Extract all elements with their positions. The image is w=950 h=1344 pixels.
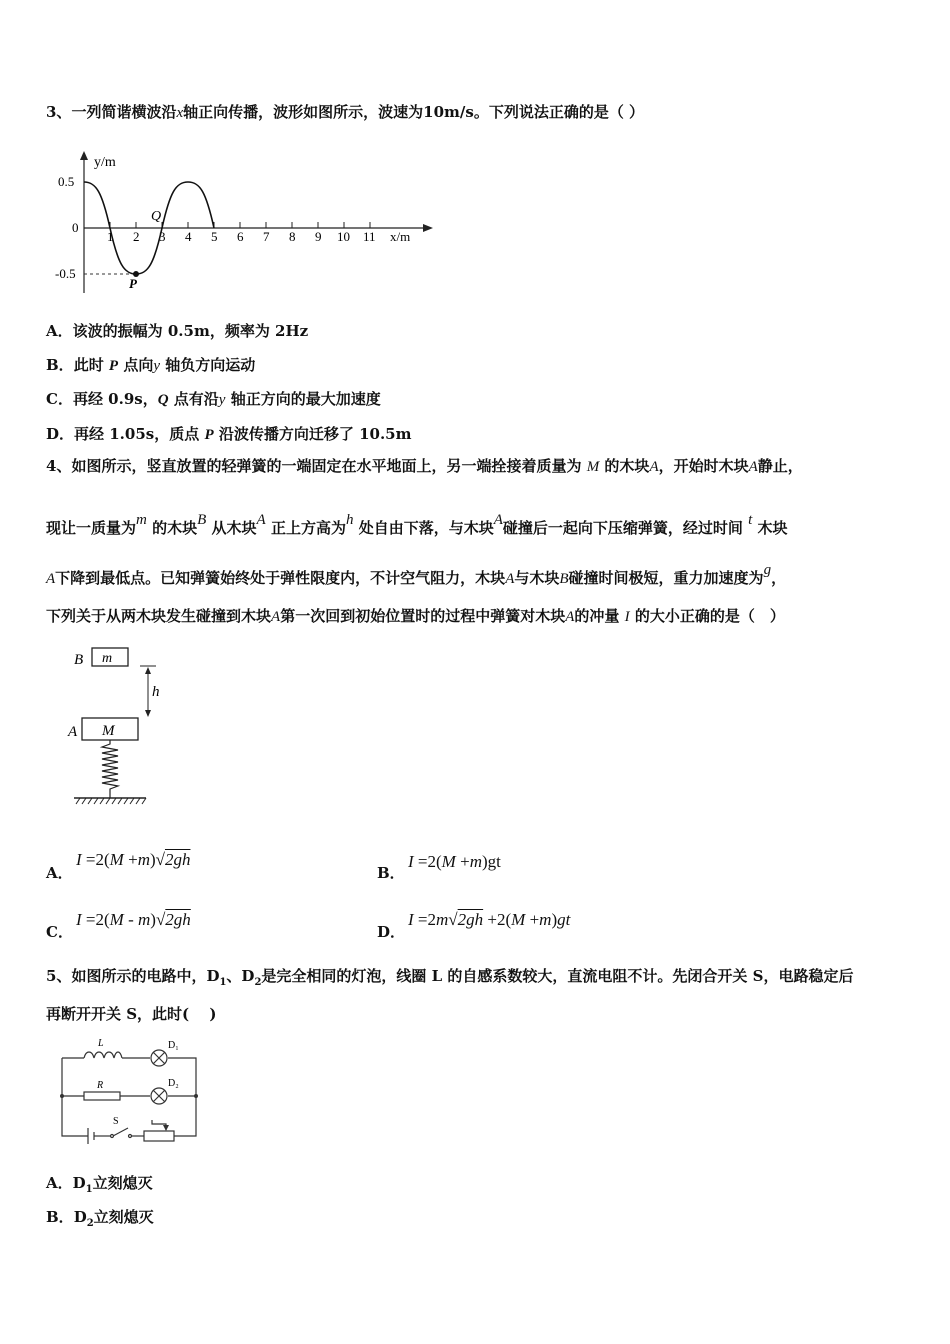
inductor [84, 1052, 122, 1058]
label-d1: D₁ [168, 1040, 179, 1051]
q4-option-c-formula: I =2(M - m)√2gh [76, 910, 191, 929]
wave-graph [50, 148, 440, 298]
rheostat [144, 1131, 174, 1141]
q5-number: 5、 [46, 967, 72, 985]
q5-stem-line1: 5、如图所示的电路中，$D_1$、$D_2$是完全相同的灯泡，线圈 L 的自感系数较大，直流电阻不计。先闭合开关 S，电路稳定后 [46, 967, 854, 988]
label-a: A [68, 724, 78, 740]
q5-option-a[interactable]: A．$D_1$立刻熄灭 [46, 1174, 153, 1195]
label-h: h [152, 684, 160, 700]
x-axis-label: x/m [390, 229, 411, 244]
q4-option-c-letter[interactable]: C． [46, 923, 73, 941]
x-tick-label: 4 [185, 229, 192, 244]
label-b: B [74, 652, 84, 668]
switch [113, 1128, 128, 1136]
y-tick-0: 0 [72, 220, 79, 235]
q4-stem-line1: 4、如图所示，竖直放置的轻弹簧的一端固定在水平地面上，另一端拴接着质量为 M 的木块A，开始时木块A静止， [46, 457, 803, 475]
q4-option-d-letter[interactable]: D． [377, 923, 406, 941]
x-tick-label: 11 [363, 229, 376, 244]
resistor [84, 1092, 120, 1100]
label-m: m [102, 651, 113, 666]
y-tick-neg0.5: -0.5 [55, 266, 76, 281]
point-p-label: P [129, 276, 137, 291]
q4-number: 4、 [46, 457, 72, 475]
q3-number: 3、 [46, 103, 72, 121]
y-tick-0.5: 0.5 [58, 174, 75, 189]
y-axis-label: y/m [94, 155, 116, 170]
label-r: R [97, 1080, 104, 1091]
x-tick-label: 10 [337, 229, 350, 244]
q5-option-b[interactable]: B．$D_2$立刻熄灭 [46, 1208, 154, 1229]
spring [102, 740, 118, 798]
circuit-diagram [54, 1036, 214, 1148]
x-tick-label: 9 [315, 229, 322, 244]
q3-option-a[interactable]: A．该波的振幅为 0.5m，频率为 2Hz [46, 322, 309, 340]
q4-stem-line4: 下列关于从两木块发生碰撞到木块A第一次回到初始位置时的过程中弹簧对木块A的冲量 I 的大小正确的是（ ） [46, 607, 785, 625]
x-tick-label: 8 [289, 229, 296, 244]
q4-stem-line2: 现让一质量为m 的木块B 从木块A 正上方高为h 处自由下落，与木块A碰撞后一起向下压缩弹簧，经过时间 t 木块 [46, 512, 788, 537]
q3-option-b[interactable]: B．此时 P 点向y 轴负方向运动 [46, 356, 256, 374]
x-tick-label: 3 [159, 229, 166, 244]
x-tick-label: 7 [263, 229, 270, 244]
q5-stem-line2: 再断开开关 S，此时( ) [46, 1005, 217, 1023]
x-tick-label: 2 [133, 229, 140, 244]
x-tick-label: 6 [237, 229, 244, 244]
q4-option-b-formula: I =2(M +m)gt [408, 852, 501, 871]
point-q-label: Q [151, 209, 162, 224]
label-s: S [113, 1116, 119, 1127]
q3-option-d[interactable]: D．再经 1.05s，质点 P 沿波传播方向迁移了 10.5m [46, 425, 412, 443]
x-tick-label: 1 [107, 229, 114, 244]
q3-option-c[interactable]: C．再经 0.9s，Q 点有沿y 轴正方向的最大加速度 [46, 390, 381, 408]
q4-option-b-letter[interactable]: B． [377, 864, 405, 882]
label-l: L [98, 1038, 104, 1049]
spring-block-figure [64, 640, 164, 810]
q4-stem-line3: A下降到最低点。已知弹簧始终处于弹性限度内，不计空气阻力，木块A与木块B碰撞时间极短，重力加速度为g， [46, 562, 787, 587]
x-tick-label: 5 [211, 229, 218, 244]
label-d2: D₂ [168, 1078, 179, 1089]
x-ticks [107, 222, 376, 244]
q3-stem: 3、一列简谐横波沿x轴正向传播，波形如图所示，波速为10m/s。下列说法正确的是（ ） [46, 103, 645, 121]
q4-option-a-formula: I =2(M +m)√2gh [76, 850, 191, 869]
label-big-m: M [102, 723, 115, 739]
q4-option-a-letter[interactable]: A． [46, 864, 73, 882]
q4-option-d-formula: I =2m√2gh +2(M +m)gt [408, 910, 571, 929]
